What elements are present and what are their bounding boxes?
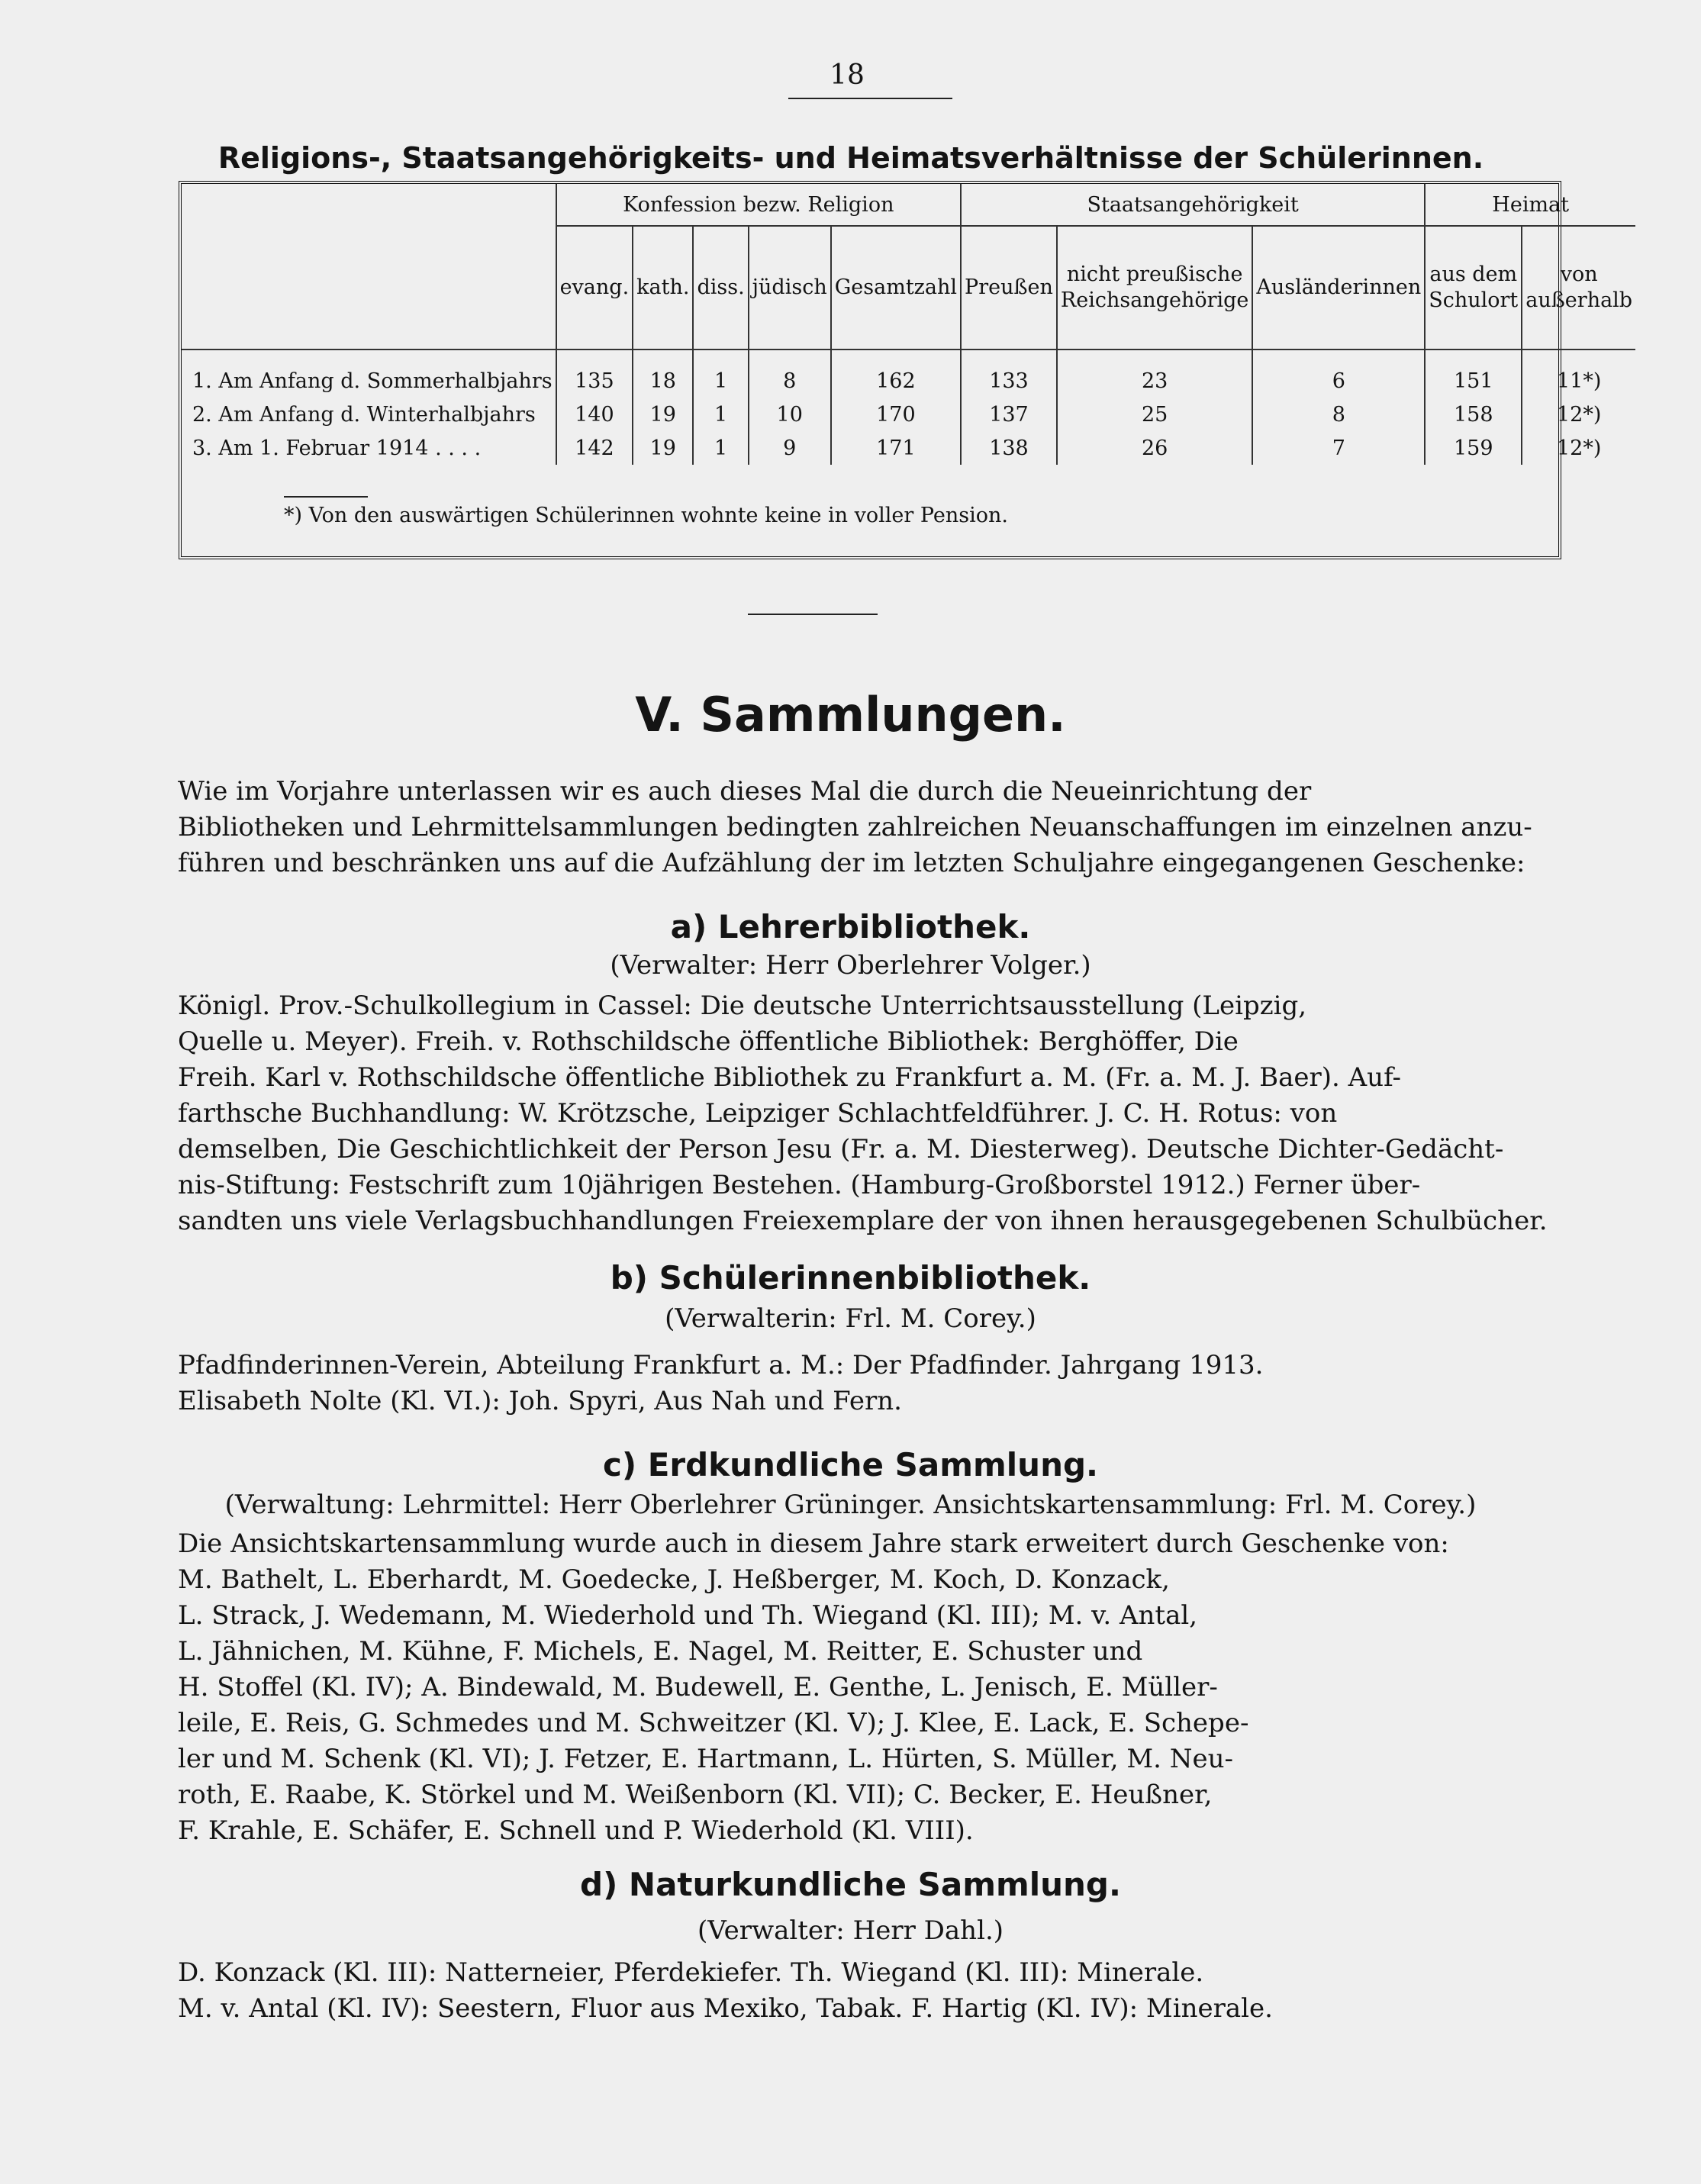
lehrer-heading: a) Lehrerbibliothek. bbox=[670, 908, 1031, 945]
section-divider bbox=[748, 614, 878, 615]
table-row bbox=[182, 431, 1635, 465]
text-line: Bibliotheken und Lehrmittelsammlungen bedingten zahlreichen Neuanschaffungen im einzelnen anzu- bbox=[178, 812, 1532, 842]
cell: 9 bbox=[749, 431, 831, 465]
cell: 158 bbox=[1425, 398, 1522, 431]
cell: 12*) bbox=[1522, 431, 1635, 465]
cell: 10 bbox=[749, 398, 831, 431]
row-label: 2. Am Anfang d. Winterhalbjahrs bbox=[192, 402, 536, 427]
cell: 11*) bbox=[1522, 350, 1635, 398]
table-title: Religions-, Staatsangehörigkeits- und Heimatsverhältnisse der Schülerinnen. bbox=[217, 141, 1484, 175]
text-line: führen und beschränken uns auf die Aufzählung der im letzten Schuljahre eingegangenen Geschenke: bbox=[178, 848, 1525, 878]
text-line: L. Jähnichen, M. Kühne, F. Michels, E. Nagel, M. Reitter, E. Schuster und bbox=[178, 1636, 1143, 1667]
text-line: sandten uns viele Verlagsbuchhandlungen Freiexemplare der von ihnen herausgegebenen Schulbücher. bbox=[178, 1206, 1548, 1236]
cell: 171 bbox=[831, 431, 961, 465]
text-line: Wie im Vorjahre unterlassen wir es auch dieses Mal die durch die Neueinrichtung der bbox=[178, 776, 1312, 807]
col-header: diss. bbox=[693, 226, 748, 350]
cell: 151 bbox=[1425, 350, 1522, 398]
text-line: ler und M. Schenk (Kl. VI); J. Fetzer, E. Hartmann, L. Hürten, S. Müller, M. Neu- bbox=[178, 1744, 1234, 1774]
cell: 138 bbox=[961, 431, 1057, 465]
cell: 19 bbox=[633, 431, 693, 465]
natur-admin: (Verwalter: Herr Dahl.) bbox=[697, 1915, 1004, 1946]
text-line: M. Bathelt, L. Eberhardt, M. Goedecke, J. Heßberger, M. Koch, D. Konzack, bbox=[178, 1564, 1170, 1595]
text-line: F. Krahle, E. Schäfer, E. Schnell und P. Wiederhold (Kl. VIII). bbox=[178, 1815, 974, 1846]
text-line: L. Strack, J. Wedemann, M. Wiederhold und Th. Wiegand (Kl. III); M. v. Antal, bbox=[178, 1600, 1198, 1631]
table-row bbox=[182, 398, 1635, 431]
group-heimat: Heimat bbox=[1425, 184, 1635, 226]
intro-paragraph bbox=[178, 774, 1570, 881]
text-line: Freih. Karl v. Rothschildsche öffentliche Bibliothek zu Frankfurt a. M. (Fr. a. M. J. Baer). Auf- bbox=[178, 1062, 1401, 1093]
cell: 12*) bbox=[1522, 398, 1635, 431]
cell: 1 bbox=[693, 350, 748, 398]
page-number: 18 bbox=[830, 60, 865, 91]
cell: 133 bbox=[961, 350, 1057, 398]
natur-paragraph bbox=[178, 1955, 1570, 2027]
header-rule bbox=[788, 98, 952, 99]
text-line: demselben, Die Geschichtlichkeit der Person Jesu (Fr. a. M. Diesterweg). Deutsche Dichter-Gedächt- bbox=[178, 1134, 1504, 1164]
cell: 23 bbox=[1057, 350, 1253, 398]
natur-heading: d) Naturkundliche Sammlung. bbox=[580, 1866, 1121, 1903]
text-line: Elisabeth Nolte (Kl. VI.): Joh. Spyri, Aus Nah und Fern. bbox=[178, 1386, 902, 1416]
text-line: farthsche Buchhandlung: W. Krötzsche, Leipziger Schlachtfeldführer. J. C. H. Rotus: von bbox=[178, 1098, 1338, 1129]
cell: 7 bbox=[1252, 431, 1425, 465]
cell: 18 bbox=[633, 350, 693, 398]
col-header: aus dem Schulort bbox=[1425, 226, 1522, 350]
cell: 6 bbox=[1252, 350, 1425, 398]
text-line: Königl. Prov.-Schulkollegium in Cassel: Die deutsche Unterrichtsausstellung (Leipzig, bbox=[178, 991, 1307, 1021]
schuelerinnen-paragraph bbox=[178, 1348, 1570, 1419]
cell: 135 bbox=[556, 350, 633, 398]
cell: 137 bbox=[961, 398, 1057, 431]
cell: 8 bbox=[1252, 398, 1425, 431]
col-header: kath. bbox=[633, 226, 693, 350]
cell: 26 bbox=[1057, 431, 1253, 465]
section-heading: V. Sammlungen. bbox=[635, 687, 1066, 742]
group-konfession: Konfession bezw. Religion bbox=[556, 184, 961, 226]
text-line: M. v. Antal (Kl. IV): Seestern, Fluor aus Mexiko, Tabak. F. Hartig (Kl. IV): Minerale. bbox=[178, 1993, 1273, 2024]
erdkunde-heading: c) Erdkundliche Sammlung. bbox=[602, 1446, 1098, 1483]
table-footnote: *) Von den auswärtigen Schülerinnen wohnte keine in voller Pension. bbox=[284, 504, 1008, 527]
cell: 142 bbox=[556, 431, 633, 465]
erdkunde-admin: (Verwaltung: Lehrmittel: Herr Oberlehrer Grüninger. Ansichtskartensammlung: Frl. M. Corey.) bbox=[224, 1490, 1477, 1520]
text-line: Pfadfinderinnen-Verein, Abteilung Frankfurt a. M.: Der Pfadfinder. Jahrgang 1913. bbox=[178, 1350, 1264, 1380]
lehrer-admin: (Verwalter: Herr Oberlehrer Volger.) bbox=[610, 950, 1091, 981]
text-line: H. Stoffel (Kl. IV); A. Bindewald, M. Budewell, E. Genthe, L. Jenisch, E. Müller- bbox=[178, 1672, 1218, 1702]
statistics-table bbox=[182, 184, 1635, 465]
col-header: Gesamtzahl bbox=[831, 226, 961, 350]
text-line: leile, E. Reis, G. Schmedes und M. Schweitzer (Kl. V); J. Klee, E. Lack, E. Schepe- bbox=[178, 1708, 1249, 1738]
cell: 159 bbox=[1425, 431, 1522, 465]
cell: 8 bbox=[749, 350, 831, 398]
table-row bbox=[182, 350, 1635, 398]
row-label: 3. Am 1. Februar 1914 . . . . bbox=[192, 436, 482, 460]
col-header: Ausländerinnen bbox=[1252, 226, 1425, 350]
col-header: jüdisch bbox=[749, 226, 831, 350]
erdkunde-paragraph bbox=[178, 1526, 1570, 1849]
schuelerinnen-heading: b) Schülerinnenbibliothek. bbox=[610, 1259, 1091, 1297]
text-line: Quelle u. Meyer). Freih. v. Rothschildsche öffentliche Bibliothek: Berghöffer, Die bbox=[178, 1026, 1239, 1057]
cell: 162 bbox=[831, 350, 961, 398]
text-line: nis-Stiftung: Festschrift zum 10jährigen Bestehen. (Hamburg-Großborstel 1912.) Ferner über- bbox=[178, 1170, 1421, 1200]
cell: 170 bbox=[831, 398, 961, 431]
footnote-rule bbox=[284, 496, 368, 498]
group-staat: Staatsangehörigkeit bbox=[961, 184, 1425, 226]
table-corner bbox=[182, 184, 556, 350]
text-line: roth, E. Raabe, K. Störkel und M. Weißenborn (Kl. VII); C. Becker, E. Heußner, bbox=[178, 1780, 1213, 1810]
cell: 19 bbox=[633, 398, 693, 431]
text-line: Die Ansichtskartensammlung wurde auch in diesem Jahre stark erweitert durch Geschenke von: bbox=[178, 1528, 1449, 1559]
col-header: von außerhalb bbox=[1522, 226, 1635, 350]
cell: 1 bbox=[693, 398, 748, 431]
col-header: evang. bbox=[556, 226, 633, 350]
cell: 140 bbox=[556, 398, 633, 431]
cell: 25 bbox=[1057, 398, 1253, 431]
schuelerinnen-admin: (Verwalterin: Frl. M. Corey.) bbox=[665, 1303, 1036, 1334]
cell: 1 bbox=[693, 431, 748, 465]
row-label: 1. Am Anfang d. Sommerhalbjahrs bbox=[192, 369, 553, 393]
col-header: nicht preußische Reichsangehörige bbox=[1057, 226, 1253, 350]
lehrer-paragraph bbox=[178, 988, 1570, 1239]
col-header: Preußen bbox=[961, 226, 1057, 350]
text-line: D. Konzack (Kl. III): Natterneier, Pferdekiefer. Th. Wiegand (Kl. III): Minerale. bbox=[178, 1957, 1204, 1988]
